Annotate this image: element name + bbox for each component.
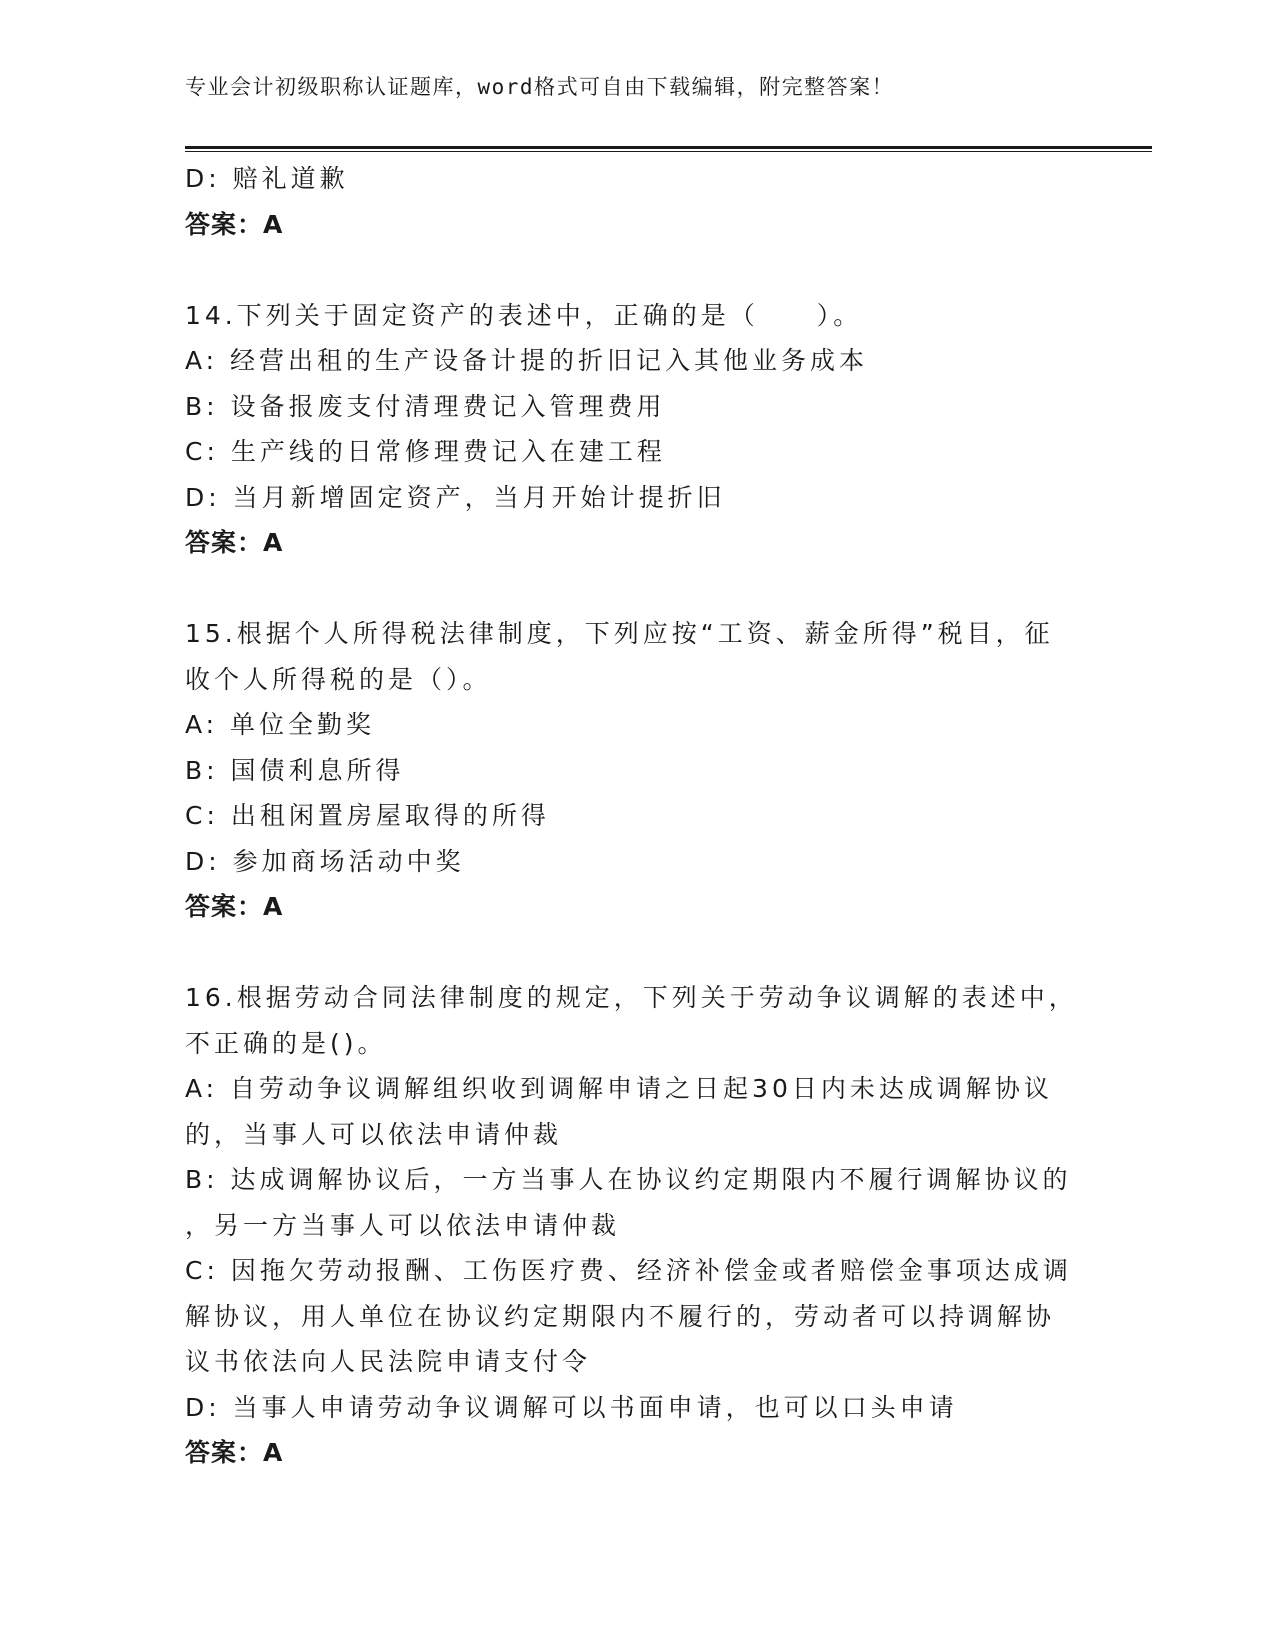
- question-16: [185, 975, 1085, 1476]
- question-stem-line: 不正确的是()。: [185, 1028, 387, 1058]
- option-c-cont: 议书依法向人民法院申请支付令: [185, 1347, 592, 1376]
- prev-option-d: D: 赔礼道歉: [185, 164, 349, 193]
- option-b: B: 达成调解协议后，一方当事人在协议约定期限内不履行调解协议的: [185, 1165, 1072, 1194]
- option-b-cont: ，另一方当事人可以依法申请仲裁: [185, 1210, 621, 1240]
- answer: 答案：A: [185, 1438, 284, 1467]
- option-d: D: 参加商场活动中奖: [185, 846, 465, 876]
- question-stem-line: 14.下列关于固定资产的表述中，正确的是（ ）。: [185, 300, 863, 330]
- spacer: [185, 566, 1085, 612]
- option-b: B: 国债利息所得: [185, 755, 405, 785]
- prev-answer: 答案：A: [185, 209, 284, 239]
- option-c-cont: 解协议，用人单位在协议约定期限内不履行的，劳动者可以持调解协: [185, 1301, 1056, 1331]
- question-stem-line: 16.根据劳动合同法律制度的规定，下列关于劳动争议调解的表述中，: [185, 983, 1078, 1012]
- answer: 答案：A: [185, 528, 284, 557]
- question-stem-line: 收个人所得税的是（）。: [185, 664, 492, 694]
- question-content: [185, 156, 1085, 1476]
- question-stem-line: 15.根据个人所得税法律制度，下列应按“工资、薪金所得”税目，征: [185, 619, 1054, 648]
- spacer: [185, 247, 1085, 293]
- option-c: C: 出租闲置房屋取得的所得: [185, 801, 550, 830]
- question-15: [185, 611, 1085, 930]
- option-c: C: 生产线的日常修理费记入在建工程: [185, 437, 666, 466]
- option-b: B: 设备报废支付清理费记入管理费用: [185, 391, 666, 421]
- header-rule-thin: [185, 151, 1152, 152]
- page-header: 专业会计初级职称认证题库，word格式可自由下载编辑，附完整答案！: [185, 75, 895, 99]
- option-d: D: 当事人申请劳动争议调解可以书面申请，也可以口头申请: [185, 1392, 958, 1422]
- option-d: D: 当月新增固定资产，当月开始计提折旧: [185, 482, 726, 512]
- option-a: A: 经营出租的生产设备计提的折旧记入其他业务成本: [185, 346, 869, 375]
- option-a: A: 单位全勤奖: [185, 710, 376, 739]
- spacer: [185, 930, 1085, 976]
- header-rule-thick: [185, 146, 1152, 149]
- option-c: C: 因拖欠劳动报酬、工伤医疗费、经济补偿金或者赔偿金事项达成调: [185, 1256, 1072, 1285]
- option-a: A: 自劳动争议调解组织收到调解申请之日起30日内未达成调解协议: [185, 1074, 1053, 1103]
- answer: 答案：A: [185, 892, 284, 921]
- question-14: [185, 293, 1085, 566]
- option-a-cont: 的，当事人可以依法申请仲裁: [185, 1119, 563, 1149]
